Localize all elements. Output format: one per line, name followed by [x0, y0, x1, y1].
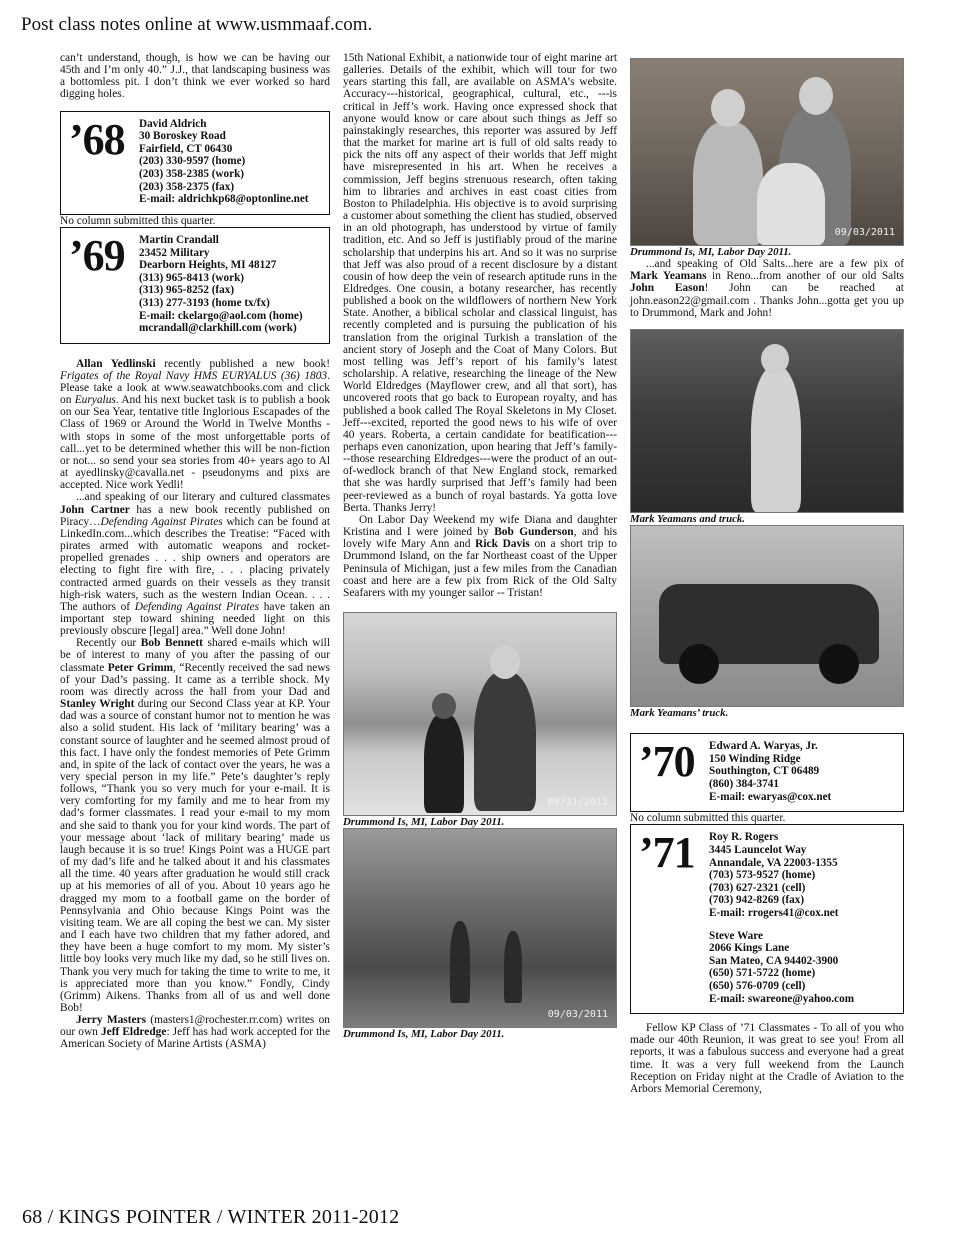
- no-column-note: No column submitted this quarter.: [60, 214, 216, 227]
- photo-caption: Drummond Is, MI, Labor Day 2011.: [343, 816, 505, 829]
- class-year-68: ’68: [69, 114, 125, 164]
- paragraph-old-salts: [630, 258, 904, 319]
- fishing-photo: [343, 612, 617, 816]
- class-70-box: [630, 733, 904, 812]
- paragraph-yedlinski: [60, 358, 330, 492]
- line: (650) 571-5722 (home): [709, 967, 816, 980]
- text: Recently our: [76, 637, 141, 650]
- line: (313) 277-3193 (home tx/fx): [139, 296, 270, 309]
- class-year-71: ’71: [639, 828, 695, 878]
- line: 23452 Military: [139, 246, 210, 259]
- column-2: [343, 52, 617, 1040]
- boy-figure: [424, 713, 464, 813]
- paragraph-reunion: Fellow KP Class of ’71 Classmates - To all of you who made our 40th Reunion, it was great to see you! From all reports, it was a fabulous success and everyone had a great time. It was a very full weekend from the Launch Reception on Friday night at the Cradle of Aviation to the Arbors Memorial Ceremony,: [630, 1022, 904, 1095]
- photo-date-stamp: 09/03/2011: [834, 226, 895, 238]
- person-name: Rick Davis: [475, 538, 530, 551]
- truck-photo: [630, 329, 904, 513]
- line: Annandale, VA 22003-1355: [709, 856, 838, 869]
- man-figure: [474, 671, 536, 811]
- book-title: Defending Against Pirates: [134, 600, 260, 613]
- intro-paragraph: can’t understand, though, is how we can be having our 45th and I’m only 40.” J.J., that landscaping business was a bottomless pit. I don’t think we ever worked so hard digging holes.: [60, 52, 330, 101]
- text: during our Second Class year at KP. Your dad was a source of constant humor not to mention he was also a solid student. His lack of ‘military bearing’ was a constant source of laughter and he seemed almost proud of this fact. I have only the fondest memories of Pete Grimm and, in spite of the lack of contact over the years, he was a very special person in my life.” Pete’s daughter’s reply follows, “Thank you so very much for your e-mail. It is very comforting for my family and me to hear from my dad’s former classmates. I read your e-mail to my mom and she said to thank you for your kind words. The part of your message about ‘lack of military bearing’ made us laugh because it is so true! Kings Point was a HUGE part of my dad’s life and he talked about it and his classmates all the time. 40 years after graduation he would still crack up at his memories of all of you. About 10 years ago he dragged my mom to a football game on the border of Pennsylvania and Ohio because Kings Point was the visiting team. We are all coping the best we can. My sister and I each have two children that my father adored, and they have been a huge comfort to my mom. My sister’s little boy looks very much like my dad, so he still lives on. Thank you very much for taking the time to write to me, it is appreciated more than you know.” Fondly, Cindy (Grimm) Aikens. Thanks from all of us and well done Bob!: [60, 698, 331, 1014]
- person-name: Jerry Masters: [76, 1014, 147, 1027]
- person-name: Bob Bennett: [140, 637, 203, 650]
- page-footer: 68 / KINGS POINTER / WINTER 2011-2012: [22, 1206, 400, 1228]
- photo-caption: Mark Yeamans’ truck.: [630, 707, 729, 720]
- person-name: Bob Gunderson: [494, 526, 574, 539]
- truck-wheel: [679, 644, 719, 684]
- line: (703) 573-9527 (home): [709, 869, 816, 882]
- email-line: E-mail: swareone@yahoo.com: [709, 992, 855, 1005]
- text: , “Recently received the sad news of your Dad’s passing. It came as a terrible shock. My room was directly across the hall from your Dad and: [60, 661, 330, 698]
- class-69-box: [60, 227, 330, 344]
- paragraph-masters: [60, 1014, 330, 1050]
- paragraph-eldredge: 15th National Exhibit, a nationwide tour of eight marine art galleries. Details of the exhibit, which will tour for two years starting this fall, are available on ASMA’s website. Accuracy---historical, geographical, cultural, etc., ---is critical in Jeff’s work. Having once expressed shock that anyone would know or care about such things as Jeff so painstakingly researches, this reporter was assured by Jeff that the market for marine art is full of old salts ready to pick the nits off any aspect of their worlds that Jeff might have misrepresented in his art. When he receives a commission, Jeff begins strenuous research, often taking him to libraries and archives in east coast cities from Boston to Philadelphia. His objective is to avoid surprising a customer about something the client has studied, observed in an old photograph, has understood by virtue of family tradition, etc. And so Jeff is justifiably proud of the marine scholarship that underpins his art. And so it was no surprise that Jeff was also proud of a recent disclosure by a distant cousin of how deep the vein of research aptitude runs in the Eldredges. One cousin, a botany researcher, has recently published a book on the wildflowers of northern New York State. Another, a biblical scholar and classical linguist, has recently completed and is pursuing the publication of his translation from the original Turkish a translation of the ancient story of Joseph and the Coat of Many Colors. But most telling was Jeff’s report of his family’s latest scholarship. A relative, researching the lineage of the New World Eldredges (Mayflower crew, and all that sort), has uncovered roots that go back to European royalty, and has published a book called The Royal Skeletons in My Closet. Jeff---excited, reported the good news to his wife of over 40 years. Roberta, a certain candidate for beatification---perhaps even canonization, upon hearing that Jeff’s family---those researching Eldredges---were the product of an out-of-wedlock branch of that New England stock, remarked that she was hardly surprised that Jeff’s family had been peer-reviewed as a bunch of royal bastards. Ya gotta love Berta. Thanks Jerry!: [343, 52, 617, 514]
- text: recently published a new book!: [155, 357, 330, 370]
- page-header: Post class notes online at www.usmmaaf.com.: [21, 14, 373, 35]
- line: David Aldrich: [139, 117, 207, 130]
- man-head: [799, 77, 833, 115]
- text: , and his lovely wife Mary Ann and: [343, 526, 617, 551]
- text: (masters1@rochester.rr.com) writes on our own: [60, 1014, 331, 1039]
- column-3: [630, 52, 904, 1095]
- hiker-figure: [450, 921, 470, 1003]
- book-title: Defending Against Pirates: [100, 515, 223, 528]
- text: in Reno...from another of our old Salts: [706, 270, 904, 283]
- class-71-box: [630, 824, 904, 1014]
- line: (203) 358-2385 (work): [139, 168, 245, 180]
- line: (703) 942-8269 (fax): [709, 894, 805, 907]
- line: Edward A. Waryas, Jr.: [709, 740, 818, 753]
- text: . And his next bucket task is to publish a book on our Sea Year, tentative title Inglorious Escapades of the Class of 1969 or Around the World in Twelve Months - with stops in some of the most unforgettable ports of call...yet to be determined whether this will be non-fiction or not... so send your sea stories from 40+ years ago to Al at ayedlinsky@cavalla.net - pseudonyms and pixs are accepted. Nice work Yedli!: [60, 394, 330, 492]
- email-line: E-mail: aldrichkp68@optonline.net: [139, 193, 309, 206]
- email-line: mcrandall@clarkhill.com (work): [139, 322, 297, 335]
- truck-wheel: [819, 644, 859, 684]
- man-head: [490, 645, 520, 679]
- photo-caption: Drummond Is, MI, Labor Day 2011.: [343, 1028, 505, 1041]
- photo-caption: Drummond Is, MI, Labor Day 2011.: [630, 246, 792, 258]
- line: Roy R. Rogers: [709, 831, 779, 844]
- book-title: Euryalus: [74, 394, 116, 407]
- line: (313) 965-8413 (work): [139, 271, 245, 284]
- paragraph-bennett: [60, 637, 330, 1014]
- photo-caption: Mark Yeamans and truck.: [630, 512, 745, 525]
- person-name: John Cartner: [60, 503, 130, 516]
- line: Steve Ware: [709, 929, 763, 942]
- person-name: Stanley Wright: [60, 698, 135, 711]
- text: . Please take a look at www.seawatchbooks.com and click on: [60, 369, 330, 407]
- man-figure: [757, 163, 825, 245]
- line: 30 Boroskey Road: [139, 130, 226, 143]
- line: 2066 Kings Lane: [709, 942, 790, 955]
- man-figure: [693, 121, 763, 245]
- column-1: [60, 52, 330, 1051]
- text: shared e-mails which will be of interest to many of you after the passing of our classmate: [60, 637, 330, 674]
- forest-photo: [343, 828, 617, 1028]
- person-name: Mark Yeamans: [630, 270, 707, 283]
- email-line: E-mail: ckelargo@aol.com (home): [139, 309, 303, 322]
- spacer: [709, 920, 897, 930]
- photo-date-stamp: 09/03/2011: [547, 1009, 608, 1021]
- line: (703) 627-2321 (cell): [709, 881, 806, 894]
- line: Southington, CT 06489: [709, 765, 820, 778]
- person-name: Allan Yedlinski: [76, 357, 156, 370]
- line: (650) 576-0709 (cell): [709, 979, 806, 992]
- text: ...and speaking of Old Salts...here are a few pix of: [646, 258, 904, 271]
- line: San Mateo, CA 94402-3900: [709, 954, 839, 967]
- group-photo: [630, 58, 904, 246]
- line: 150 Winding Ridge: [709, 752, 801, 765]
- class-year-69: ’69: [69, 230, 125, 280]
- text: ! John can be reached at john.eason22@gmail.com . Thanks John...gotta get you up to Drummond, Mark and John!: [630, 282, 904, 319]
- text: have taken an important step toward shining needed light on this previously obscure [legal] area.” Well done John!: [60, 600, 330, 638]
- text: has a new book recently published on Piracy…: [60, 503, 331, 528]
- line: (313) 965-8252 (fax): [139, 284, 235, 297]
- email-line: E-mail: ewaryas@cox.net: [709, 790, 832, 803]
- man-figure: [751, 366, 801, 512]
- truck-photo: [630, 525, 904, 707]
- class-year-70: ’70: [639, 737, 695, 787]
- person-name: John Eason: [630, 282, 705, 295]
- person-name: Jeff Eldredge: [100, 1026, 167, 1039]
- no-column-note: No column submitted this quarter.: [630, 812, 786, 825]
- line: Martin Crandall: [139, 233, 219, 246]
- text: : Jeff has had work accepted for the American Society of Marine Artists (ASMA): [60, 1026, 330, 1051]
- text: On Labor Day Weekend my wife Diana and daughter Kristina and I were joined by: [343, 513, 617, 539]
- man-head: [711, 89, 745, 127]
- line: Dearborn Heights, MI 48127: [139, 259, 277, 272]
- paragraph-cartner: [60, 491, 330, 637]
- email-line: E-mail: rrogers41@cox.net: [709, 906, 839, 919]
- text: which can be found at LinkedIn.com...which describes the Treatise: “Faced with pirates armed with automatic weapons and rocket-propelled grenades . . . ship owners and operators are electing to fight fire with fire, . . . placing privately contracted armed guards on their vessels as they transit high-risk waters, such as the western Indian Ocean. . . . The authors of: [60, 515, 330, 613]
- text: on a short trip to Drummond Island, on the far Northeast coast of the Upper Peninsula of Michigan, just a few miles from the Canadian coast and here are a few pix from Rick of the Old Salty Seafarers with my younger sailor -- Tristan!: [343, 538, 617, 599]
- man-head: [761, 344, 789, 374]
- class-68-box: [60, 111, 330, 215]
- book-title: Frigates of the Royal Navy HMS EURYALUS (36) 1803: [60, 369, 328, 382]
- line: Fairfield, CT 06430: [139, 142, 233, 155]
- text: ...and speaking of our literary and cultured classmates: [76, 491, 330, 504]
- line: (203) 358-2375 (fax): [139, 180, 235, 193]
- photo-date-stamp: 08/31/2011: [547, 796, 608, 808]
- person-name: Peter Grimm: [107, 661, 174, 674]
- line: 3445 Launcelot Way: [709, 843, 807, 856]
- line: (203) 330-9597 (home): [139, 155, 246, 168]
- line: (860) 384-3741: [709, 778, 779, 791]
- paragraph-labor-day: [343, 514, 617, 599]
- boy-head: [432, 693, 456, 719]
- hiker-figure: [504, 931, 522, 1003]
